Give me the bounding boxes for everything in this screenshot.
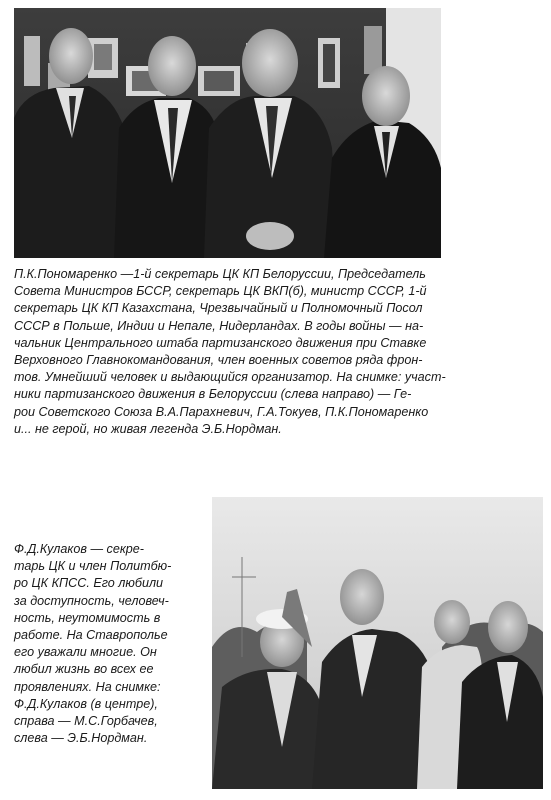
photo-partisans-image	[14, 8, 441, 258]
photo-kulakov	[212, 497, 543, 789]
photo-kulakov-image	[212, 497, 543, 789]
caption-partisans: П.К.Пономаренко —1-й секретарь ЦК КП Белоруссии, Председатель Совета Министров БССР, секретарь ЦК ВКП(б), министр СССР, 1-й секретарь ЦК КП Казахстана, Чрезвычайный и Полномочный Посол СССР в Польше, Индии и Непале, Нидерландах. В годы войны — на- чальник Центрального штаба партизанского движения при Ставке Верховного Главнокомандования, член военных советов ряда фрон- тов. Умнейший человек и выдающийся организатор. На снимке: участ- ники партизанского движения в Белоруссии (слева направо) — Ге- рои Советского Союза В.А.Парахневич, Г.А.Токуев, П.К.Пономаренко и... не герой, но живая легенда Э.Б.Нордман.	[14, 267, 446, 436]
photo-partisans	[14, 8, 441, 258]
caption-kulakov: Ф.Д.Кулаков — секре- тарь ЦК и член Политбю- ро ЦК КПСС. Его любили за доступность, человеч- ность, неутомимость в работе. На Ставрополье его уважали многие. Он любил жизнь во всех ее проявлениях. На снимке: Ф.Д.Кулаков (в центре), справа — М.С.Горбачев, слева — Э.Б.Нордман.	[14, 542, 172, 746]
